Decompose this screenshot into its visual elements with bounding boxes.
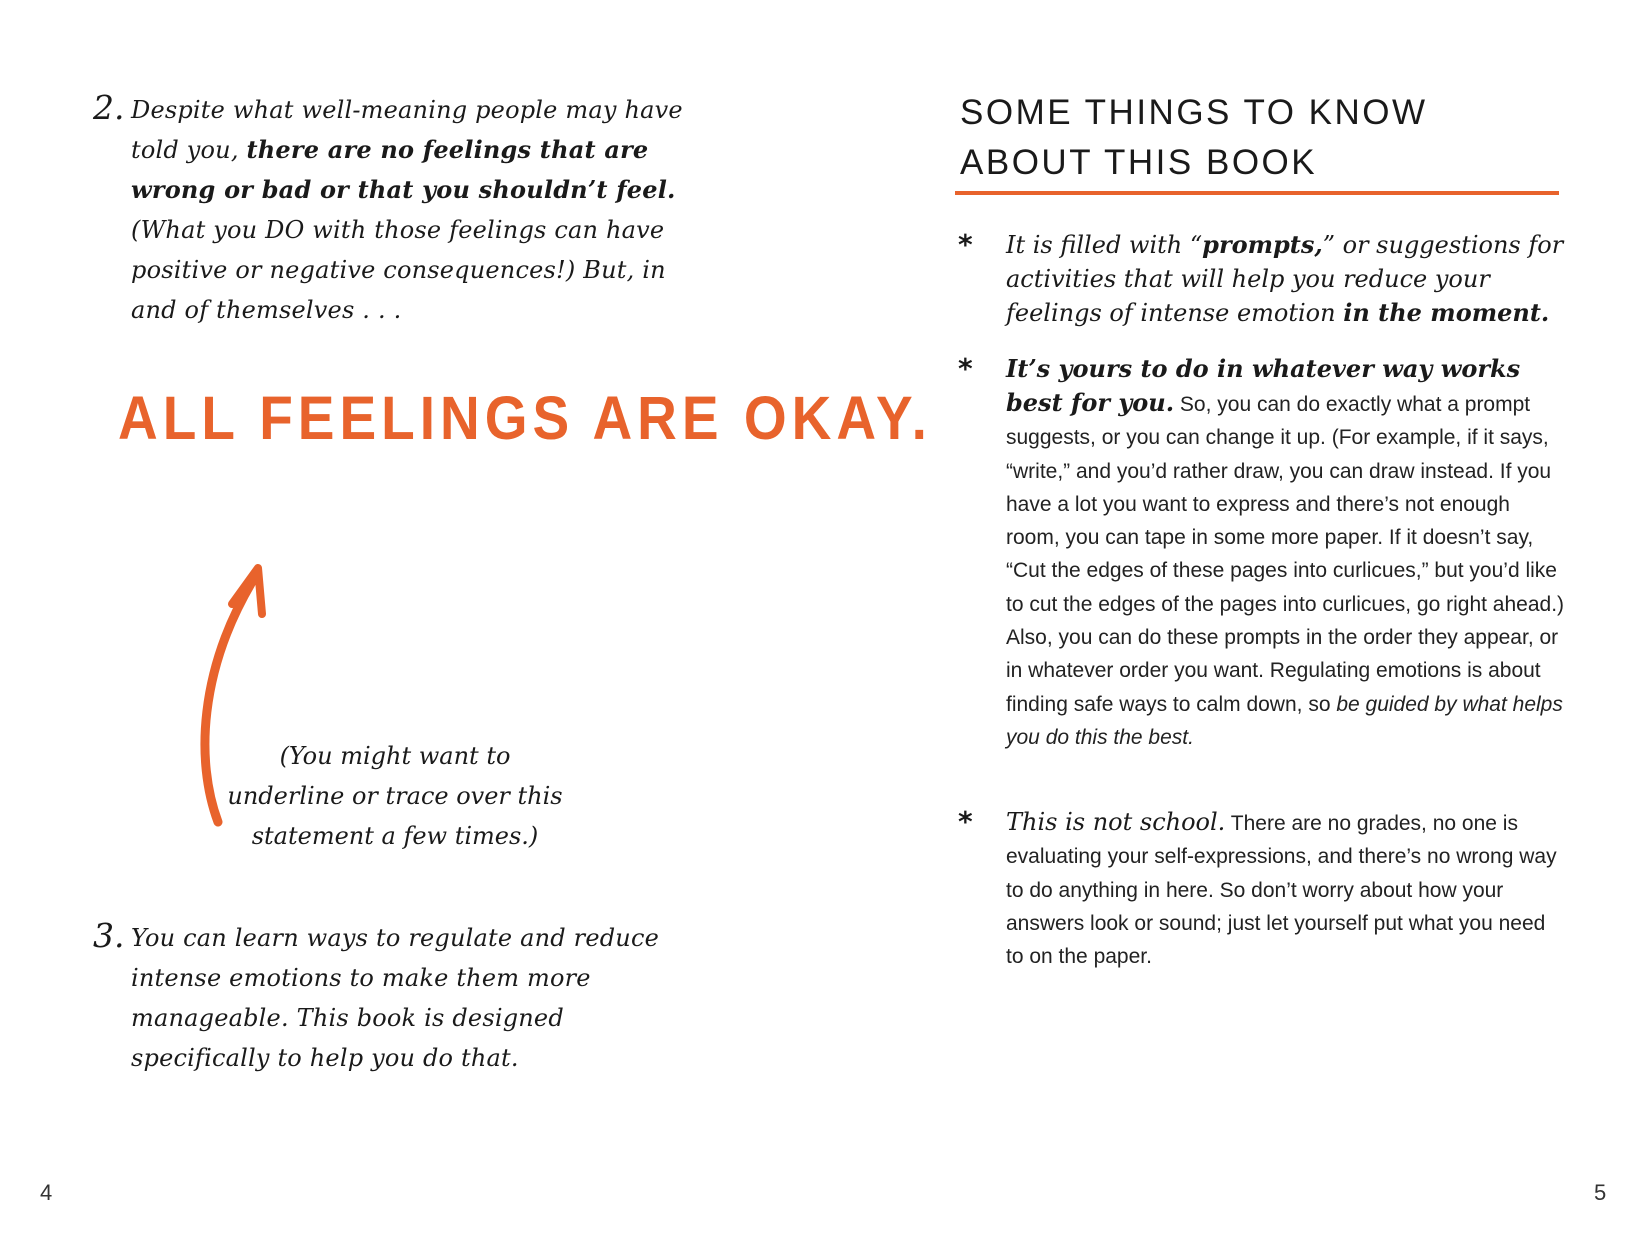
trace-note: (You might want to underline or trace over this statement a few times.)	[227, 742, 563, 850]
item-number: 2.	[93, 88, 125, 127]
item-text: You can learn ways to regulate and reduce intense emotions to make them more manageable. This book is designed specifically to help you do that.	[131, 924, 660, 1072]
asterisk-icon: *	[958, 228, 973, 261]
bullet2-lead: It’s yours to do in whatever way works best for you.	[1006, 354, 1521, 417]
asterisk-icon: *	[958, 805, 973, 838]
section-heading	[960, 88, 1580, 188]
bullet-text	[1006, 352, 1568, 754]
bullet2-body: So, you can do exactly what a prompt suggests, or you can change it up. (For example, if it says, “write,” and you’d rather draw, you can draw instead. If you have a lot you want to express and there’s not enough room, you can tape in some more paper. If it doesn’t say, “Cut the edges of these pages into curlicues,” but you’d like to cut the edges of the pages into curlicues, go right ahead.) Also, you can do these prompts in the order they appear, or in whatever order you want. Regulating emotions is about finding safe ways to calm down, so	[1006, 393, 1565, 716]
bullet1-part1: It is filled with “	[1006, 231, 1203, 259]
item2-emphasis: there are no feelings that are wrong or bad or that you shouldn’t feel.	[131, 135, 676, 204]
bullet2-italic: be guided by what helps you do this the best.	[1006, 692, 1563, 749]
bullet-item	[958, 805, 1568, 973]
page-number: 4	[40, 1180, 53, 1205]
item-number: 3.	[93, 916, 125, 955]
item2-intro: Despite what well-meaning people may have told you,	[131, 96, 683, 164]
heading-line-2: ABOUT THIS BOOK	[960, 143, 1318, 182]
list-item-2	[93, 90, 693, 330]
bullet-text	[1006, 805, 1568, 973]
bullet1-bold: prompts,	[1202, 230, 1323, 259]
list-item-3	[93, 918, 693, 1078]
item-text	[131, 90, 693, 330]
heading-line-1: SOME THINGS TO KNOW	[960, 93, 1428, 132]
bullet-item	[958, 228, 1568, 330]
bullet3-lead: This is not school.	[1006, 808, 1226, 836]
item2-rest: (What you DO with those feelings can have positive or negative consequences!) But, in and of themselves . . .	[131, 216, 666, 324]
bullet-item	[958, 352, 1568, 754]
bullet1-part2: ” or suggestions for activities that will help you reduce your feelings of intense emotion	[1006, 231, 1564, 327]
bullet1-bold2: in the moment.	[1343, 298, 1550, 327]
asterisk-icon: *	[958, 352, 973, 385]
bullet-text	[1006, 228, 1568, 330]
page-number: 5	[1594, 1180, 1607, 1205]
statement-heading: ALL FEELINGS ARE OKAY.	[118, 383, 932, 453]
bullet3-body: There are no grades, no one is evaluating your self-expressions, and there’s no wrong way to do anything in here. So don’t worry about how your answers look or sound; just let yourself put what you need to on the paper.	[1006, 812, 1557, 969]
heading-underline	[955, 191, 1559, 195]
